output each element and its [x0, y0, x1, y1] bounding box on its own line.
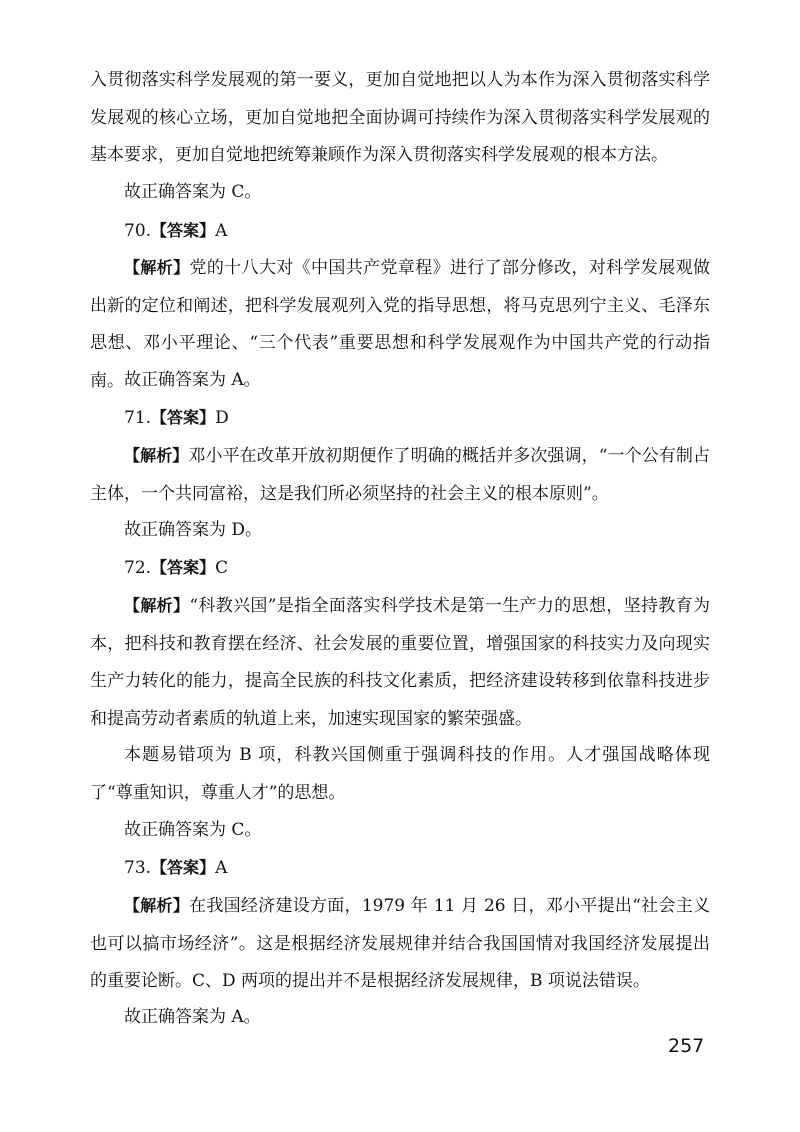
- final-answer-69: 故正确答案为 C。: [124, 182, 262, 202]
- answer-tag: 【答案】: [151, 408, 216, 427]
- extra-note-72: 本题易错项为 B 项，科教兴国侧重于强调科技的作用。人才强国战略体现了“尊重知识，尊重人才”的思想。: [90, 745, 710, 803]
- question-number: 70.: [124, 221, 152, 241]
- explanation-tag: 【解析】: [124, 446, 189, 465]
- answer-letter: D: [215, 408, 229, 428]
- answer-tag: 【答案】: [151, 858, 216, 877]
- answer-heading-72: [124, 549, 228, 588]
- explanation-72: [90, 587, 710, 738]
- explanation-text: “科教兴国”是指全面落实科学技术是第一生产力的思想，坚持教育为本，把科技和教育摆在经济、社会发展的重要位置，增强国家的科技实力及向现实生产力转化的能力，提高全民族的科技文化素质，把经济建设转移到依靠科技进步和提高劳动者素质的轨道上来，加速实现国家的繁荣强盛。: [90, 596, 710, 729]
- answer-tag: 【答案】: [151, 558, 216, 577]
- explanation-text: 在我国经济建设方面，1979 年 11 月 26 日，邓小平提出“社会主义也可以搞市场经济”。这是根据经济发展规律并结合我国国情对我国经济发展提出的重要论断。C、D 两项的提出并不是根据经济发展规律，B 项说法错误。: [90, 896, 710, 991]
- explanation-tag: 【解析】: [124, 896, 190, 915]
- explanation-tag: 【解析】: [124, 596, 190, 615]
- answer-heading-73: [124, 849, 227, 888]
- explanation-tag: 【解析】: [124, 258, 190, 277]
- explanation-text: 邓小平在改革开放初期便作了明确的概括并多次强调，“一个公有制占主体，一个共同富裕，这是我们所必须坚持的社会主义的根本原则”。: [90, 446, 710, 504]
- question-number: 71.: [124, 408, 152, 428]
- paragraph-intro: 入贯彻落实科学发展观的第一要义，更加自觉地把以人为本作为深入贯彻落实科学发展观的核心立场，更加自觉地把全面协调可持续作为深入贯彻落实科学发展观的基本要求，更加自觉地把统筹兼顾作为深入贯彻落实科学发展观的根本方法。: [90, 70, 710, 165]
- page-number: 257: [668, 1035, 705, 1057]
- final-answer-71: 故正确答案为 D。: [124, 520, 263, 540]
- explanation-73: [90, 887, 710, 1001]
- final-answer-72: 故正确答案为 C。: [124, 820, 262, 840]
- question-number: 73.: [124, 858, 152, 878]
- final-answer-73: 故正确答案为 A。: [124, 1007, 261, 1027]
- answer-letter: C: [215, 558, 229, 578]
- answer-heading-70: [124, 212, 227, 251]
- question-number: 72.: [124, 558, 152, 578]
- answer-letter: A: [215, 221, 228, 241]
- explanation-71: [90, 437, 710, 513]
- answer-heading-71: [124, 399, 229, 438]
- answer-letter: A: [215, 858, 228, 878]
- final-answer-70: 故正确答案为 A。: [124, 370, 261, 390]
- explanation-text: 党的十八大对《中国共产党章程》进行了部分修改，对科学发展观做出新的定位和阐述，把科学发展观列入党的指导思想，将马克思列宁主义、毛泽东思想、邓小平理论、“三个代表”重要思想和科学发展观作为中国共产党的行动指南。: [90, 258, 710, 391]
- answer-tag: 【答案】: [151, 221, 216, 240]
